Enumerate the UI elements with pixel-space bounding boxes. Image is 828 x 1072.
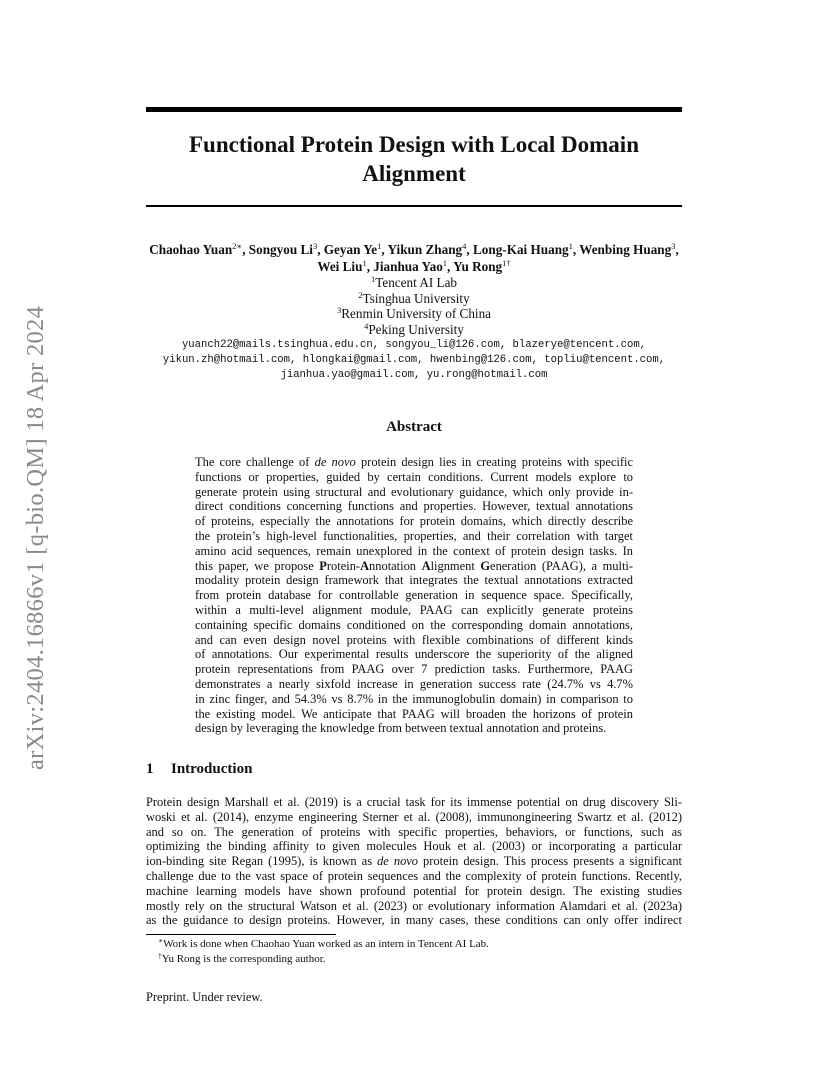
body-line: mostly rely on the structural Watson et al. (2023) or evolutionary information Alamdari et al. (2023a) <box>146 898 682 913</box>
text-run: protein design. This process presents a significant <box>418 854 683 869</box>
abstract-line: demonstrates a nearly sixfold increase in generation success rate (24.7% vs 4.7% <box>195 676 633 691</box>
text-run: rotein- <box>326 558 361 573</box>
body-line: machine learning models have shown profound potential for protein design. The existing studies <box>146 883 682 898</box>
text-run: nnotation <box>369 558 422 573</box>
abstract-line <box>195 559 633 574</box>
affiliation-marker: 1 <box>370 274 376 284</box>
abstract-line <box>195 455 633 470</box>
author-affil-marker: 4 <box>462 241 467 251</box>
author-separator: , <box>675 242 679 257</box>
footnote <box>158 937 489 952</box>
section-number: 1 <box>146 761 154 777</box>
abstract-line: modality protein design framework that integrates the textual annotations extracted <box>195 573 633 588</box>
body-line: as the guidance to design proteins. However, in many cases, these conditions can only offer indirect <box>146 913 682 928</box>
author-affil-marker: 1 <box>442 258 448 268</box>
author-affil-marker: 1 <box>362 258 367 268</box>
author: Wei Liu <box>317 259 363 274</box>
text-run: ion-binding site Regan (1995), is known as <box>146 854 378 869</box>
bold-run: A <box>421 558 431 573</box>
affiliation-name: Peking University <box>368 321 464 337</box>
author: Chaohao Yuan <box>149 242 233 257</box>
affiliation-marker: 3 <box>336 305 342 315</box>
footnotes <box>158 937 489 967</box>
author: , Yu Rong <box>447 259 503 274</box>
body-line <box>146 854 682 869</box>
title-line: Functional Protein Design with Local Domain <box>188 132 639 157</box>
text-run: this paper, we propose <box>195 558 320 573</box>
email-line: jianhua.yao@gmail.com, yu.rong@hotmail.com <box>280 369 548 381</box>
affiliation-name: Tencent AI Lab <box>375 275 458 290</box>
author: , Geyan Ye <box>317 242 378 257</box>
email-line: yuanch22@mails.tsinghua.edu.cn, songyou_li@126.com, blazerye@tencent.com, <box>181 339 647 351</box>
abstract-line: from protein database for controllable generation in sequence space. Specifically, <box>195 588 633 603</box>
body-line: optimizing the binding affinity to given molecules Houk et al. (2003) or incorporating a particular <box>146 839 682 854</box>
text-run: protein design lies in creating proteins with specific <box>355 455 634 469</box>
abstract-line: direct conditions concerning functions and properties. However, textual annotations <box>195 499 633 514</box>
abstract-line: containing specific domains conditioned on the corresponding domain annotations, <box>195 617 633 632</box>
bold-run: A <box>360 558 370 573</box>
abstract-body <box>195 455 633 736</box>
section-title: Introduction <box>171 761 253 777</box>
author: , Jianhua Yao <box>366 259 443 274</box>
abstract-line: the protein’s high-level functionalities, properties, and their correlation with target <box>195 528 633 543</box>
footnote <box>158 952 489 967</box>
body-line: woski et al. (2014), enzyme engineering Sterner et al. (2008), immunongineering Swartz et al. (2012) <box>146 809 682 824</box>
footnote-marker: † <box>158 951 162 960</box>
author: , Songyou Li <box>242 242 313 257</box>
text-run: eneration (PAAG), a multi- <box>490 558 634 573</box>
abstract-line: and can even design novel proteins with flexible combinations of different kinds <box>195 632 633 647</box>
email-line: yikun.zh@hotmail.com, hlongkai@gmail.com, hwenbing@126.com, topliu@tencent.com, <box>162 354 666 366</box>
section-heading <box>146 761 252 778</box>
paper-title <box>146 130 682 188</box>
author-affil-marker: 3 <box>312 241 318 251</box>
introduction-body <box>146 795 682 928</box>
title-bottom-rule <box>146 205 682 207</box>
text-run: The core challenge of <box>195 455 315 469</box>
footnote-text: Work is done when Chaohao Yuan worked as an intern in Tencent AI Lab. <box>163 938 489 950</box>
title-top-rule <box>146 107 682 112</box>
affiliation-name: Renmin University of China <box>341 306 492 321</box>
affiliation <box>146 306 682 322</box>
title-line: Alignment <box>362 161 466 186</box>
author: , Yikun Zhang <box>381 242 463 257</box>
footnote-marker: ∗ <box>158 936 164 945</box>
bold-run: P <box>319 558 327 573</box>
arxiv-stamp: arXiv:2404.16866v1 [q-bio.QM] 18 Apr 2024 <box>22 305 49 770</box>
body-line: Protein design Marshall et al. (2019) is a crucial task for its immense potential on drug discovery Sli- <box>146 795 682 809</box>
abstract-line: of annotations. Our experimental results underscore the superiority of the aligned <box>195 647 633 662</box>
author-affil-marker: 1 <box>568 241 573 251</box>
affiliation-name: Tsinghua University <box>362 290 470 306</box>
author: , Long-Kai Huang <box>466 242 569 257</box>
affiliation <box>146 291 682 307</box>
author-list <box>120 241 708 275</box>
email-list <box>120 338 708 383</box>
affiliation <box>146 322 682 338</box>
bold-run: G <box>480 558 491 573</box>
abstract-line: generate protein using structural and evolutionary guidance, which only provide in- <box>195 484 633 499</box>
italic-run: de novo <box>377 854 419 869</box>
author: , Wenbing Huang <box>572 242 672 257</box>
abstract-heading: Abstract <box>386 419 442 435</box>
abstract-line: amino acid sequences, remain unexplored in the context of protein design tasks. In <box>195 543 633 558</box>
author-affil-marker: 3 <box>671 241 676 251</box>
abstract-line: design by leveraging the knowledge from between textual annotation and proteins. <box>195 721 607 736</box>
abstract-line: of proteins, especially the annotations for protein domains, which directly describe <box>195 514 633 529</box>
affiliation-marker: 2 <box>358 289 363 300</box>
abstract-line: within a multi-level alignment module, PAAG can explicitly generate proteins <box>195 602 633 617</box>
affiliation <box>146 275 682 291</box>
text-run: lignment <box>430 558 481 573</box>
abstract-line: protein representations from PAAG over 7 prediction tasks. Furthermore, PAAG <box>195 662 633 677</box>
affiliation-list <box>146 275 682 337</box>
author-affil-marker: 1 <box>377 241 382 251</box>
author-affil-marker: 2∗ <box>232 241 243 251</box>
italic-run: de novo <box>314 455 356 469</box>
body-line: and so on. The generation of proteins with specific properties, behaviors, or functions, such as <box>146 824 682 839</box>
body-line: challenge due to the vast space of protein sequences and the complexity of protein functions. Recently, <box>146 868 682 883</box>
abstract-line: the existing model. We anticipate that PAAG will broaden the horizons of protein <box>195 706 633 721</box>
footnote-rule <box>146 934 336 935</box>
abstract-line: in zinc finger, and 54.3% vs 8.7% in the immunoglobulin domain) in comparison to <box>195 691 633 706</box>
affiliation-marker: 4 <box>364 320 369 331</box>
preprint-notice: Preprint. Under review. <box>146 990 263 1004</box>
footnote-text: Yu Rong is the corresponding author. <box>161 953 326 965</box>
abstract-line: functions or properties, guided by certain conditions. Current models explore to <box>195 469 633 484</box>
author-affil-marker: 1† <box>502 258 511 268</box>
